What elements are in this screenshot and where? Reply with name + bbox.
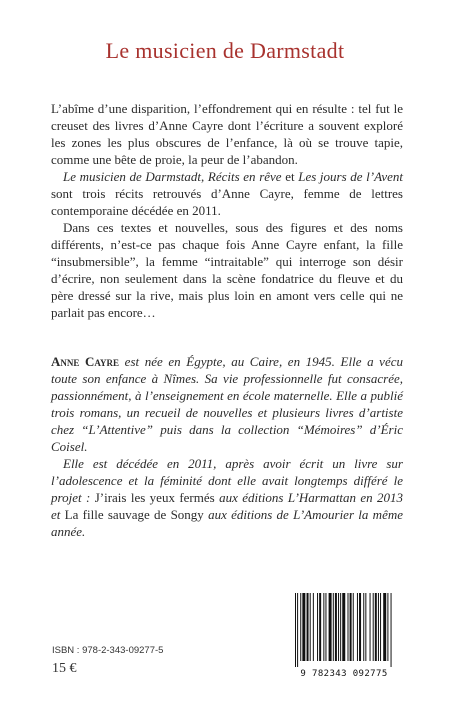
blurb-separator-1: , [201, 169, 208, 184]
barcode-bar [295, 593, 296, 667]
barcode-bar [342, 593, 345, 661]
blurb-paragraph-1: L’abîme d’une disparition, l’effondrement qui en résulte : tel fut le creuset des livres d’Anne Cayre dont l’écriture a souvent exploré les zones les plus obscures de l’enfance, là où se trouve tapie, comme une bête de proie, la peur de l’abandon. [51, 101, 403, 167]
barcode-bar [335, 593, 337, 661]
barcode-bar [340, 593, 341, 661]
barcode-bar [297, 593, 298, 667]
blurb-book-title-3: Les jours de l’Avent [298, 169, 403, 184]
barcode-bar [350, 593, 352, 661]
barcode-bar [378, 593, 379, 661]
barcode-bar [338, 593, 339, 661]
barcode-bar [325, 593, 326, 661]
barcode-bar [387, 593, 388, 661]
barcode-bar [383, 593, 386, 661]
blurb-paragraph-2 [51, 168, 403, 219]
blurb-book-title-2: Récits en rêve [207, 169, 282, 184]
barcode-bar [329, 593, 332, 661]
barcode-bar [391, 593, 392, 667]
barcode-bar [373, 593, 374, 661]
bio-paragraph-1-rest: est née en Égypte, au Caire, en 1945. Elle a vécu toute son enfance à Nîmes. Sa vie professionnelle fut consacrée, passionnément, à l’enseignement en école maternelle. Elle a publié trois romans, un recueil de nouvelles et plusieurs livres d’artiste chez “L’Attentive” puis dans la collection “Mémoires” d’Éric Coisel. [51, 354, 403, 454]
barcode-bar [302, 593, 305, 661]
author-bio [51, 353, 403, 540]
barcode-bar [357, 593, 358, 661]
barcode-bar [319, 593, 321, 661]
blurb-separator-2: et [281, 169, 299, 184]
bio-author-first: Anne [51, 354, 80, 369]
bio-author-last: Cayre [85, 354, 120, 369]
barcode-bar [300, 593, 301, 661]
bio-paragraph-2-b: aux éditions L’Harmattan en 2013 et [51, 490, 404, 522]
barcode-bar [323, 593, 324, 661]
blurb-paragraph-2-rest: sont trois récits retrouvés d’Anne Cayre, femme de lettres contemporaine décédée en 2011. [51, 186, 403, 218]
book-title: Le musicien de Darmstadt [105, 38, 345, 63]
barcode-bar [353, 593, 354, 661]
barcode-bar [310, 593, 311, 661]
barcode-bar [317, 593, 318, 661]
barcode-bar [375, 593, 377, 661]
isbn-label: ISBN : 978-2-343-09277-5 [52, 645, 164, 656]
barcode-bar [365, 593, 366, 661]
bio-book-title-1: J’irais les yeux fermés [94, 490, 215, 505]
blurb [51, 100, 403, 321]
barcode-bar [370, 593, 371, 661]
bio-paragraph-2 [51, 455, 403, 540]
blurb-book-title-1: Le musicien de Darmstadt [63, 169, 201, 184]
bio-book-title-2: La fille sauvage de Songy [64, 507, 204, 522]
blurb-paragraph-3: Dans ces textes et nouvelles, sous des figures et des noms différents, n’est-ce pas chaque fois Anne Cayre enfant, la fille “insubmersible”, la femme “intraitable” qui interroge son désir d’écrire, non seulement dans la scène fondatrice du fleuve et du père dressé sur la rive, mais plus loin en amont vers celle qui ne parlait pas encore… [51, 220, 403, 320]
bio-paragraph-2-c: aux éditions de L’Amourier la même année. [51, 507, 403, 539]
barcode-bar [307, 593, 309, 661]
barcode-bars [289, 593, 399, 667]
barcode-bar [359, 593, 361, 661]
barcode-bar [348, 593, 349, 661]
barcode-digits: 9 782343 092775 [300, 669, 388, 679]
barcode-bar [333, 593, 334, 661]
bio-paragraph-1 [51, 353, 403, 455]
price-label: 15 € [52, 661, 77, 676]
barcode-bar [380, 593, 381, 661]
barcode [289, 593, 399, 677]
bio-paragraph-2-a: Elle est décédée en 2011, après avoir écrit un livre sur l’adolescence et la féminité dont elle avait longtemps différé le projet : [51, 456, 403, 505]
barcode-bar [313, 593, 314, 661]
barcode-bar [363, 593, 364, 661]
